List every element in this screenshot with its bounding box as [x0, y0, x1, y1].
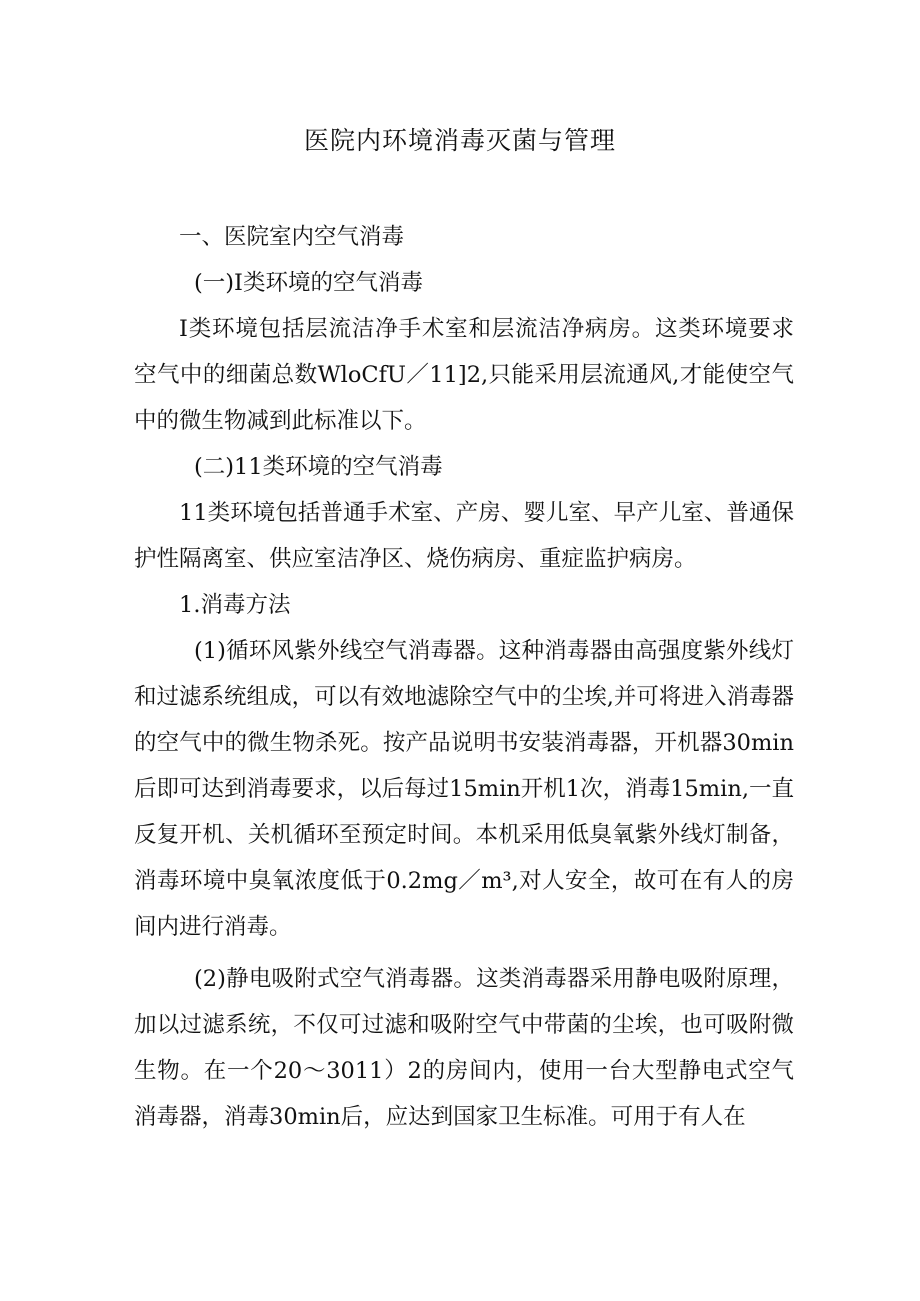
subsection-heading: (一)I类环境的空气消毒 [194, 270, 423, 296]
subsection-heading: (二)11类环境的空气消毒 [194, 454, 443, 480]
section-heading: 一、医院室内空气消毒 [179, 224, 405, 250]
paragraph: I类环境包括层流洁净手术室和层流洁净病房。这类环境要求空气中的细菌总数WloCfU／11]2,只能采用层流通风,才能使空气中的微生物减到此标准以下。 [134, 316, 794, 434]
document-title: 医院内环境消毒灭菌与管理 [303, 126, 616, 155]
document-body [134, 214, 794, 1140]
paragraph: 11类环境包括普通手术室、产房、婴儿室、早产儿室、普通保护性隔离室、供应室洁净区、烧伤病房、重症监护病房。 [134, 500, 794, 572]
paragraph: (1)循环风紫外线空气消毒器。这种消毒器由高强度紫外线灯和过滤系统组成，可以有效地滤除空气中的尘埃,并可将进入消毒器的空气中的微生物杀死。按产品说明书安装消毒器，开机器30min后即可达到消毒要求，以后每过15min开机1次，消毒15min,一直反复开机、关机循环至预定时间。本机采用低臭氧紫外线灯制备，消毒环境中臭氧浓度低于0.2mg／m³,对人安全，故可在有人的房间内进行消毒。 [134, 638, 794, 940]
paragraph: (2)静电吸附式空气消毒器。这类消毒器采用静电吸附原理，加以过滤系统，不仅可过滤和吸附空气中带菌的尘埃，也可吸附微生物。在一个20～3011）2的房间内，使用一台大型静电式空气消毒器，消毒30min后，应达到国家卫生标准。可用于有人在 [134, 966, 794, 1130]
list-heading: 1.消毒方法 [179, 592, 291, 618]
